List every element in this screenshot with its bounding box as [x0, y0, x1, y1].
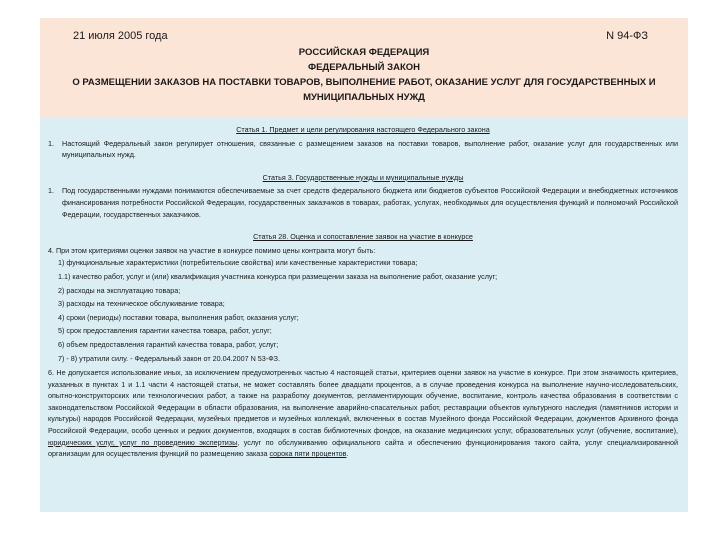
law-date: 21 июля 2005 года: [73, 30, 168, 42]
law-title: [40, 45, 688, 105]
criteria-item: 3) расходы на техническое обслуживание товара;: [58, 299, 225, 309]
criteria-item: 1) функциональные характеристики (потребительские свойства) или качественные характеристики товара;: [58, 258, 418, 268]
article-28-intro: 4. При этом критериями оценки заявок на участие в конкурсе помимо цены контракта могут быть:: [48, 245, 376, 255]
criteria-item: 5) срок предоставления гарантии качества товара, работ, услуг;: [58, 326, 272, 336]
title-line-type: ФЕДЕРАЛЬНЫЙ ЗАКОН: [307, 62, 420, 73]
criteria-item: 2) расходы на эксплуатацию товара;: [58, 285, 181, 295]
criteria-item: 1.1) качество работ, услуг и (или) квалификация участника конкурса при размещении заказа на выполнение работ, оказание услуг;: [58, 271, 498, 281]
criteria-item: 7) - 8) утратили силу. - Федеральный закон от 20.04.2007 N 53-ФЗ.: [58, 353, 280, 363]
part-6-text-2: , услуг по обслуживанию официального сайта и обеспечению функционирования такого сайта, услуг специализированной организации для осуществления функций по размещению заказа: [48, 437, 678, 459]
document-header: [40, 18, 688, 118]
slide: [40, 18, 688, 512]
part-6-link-percent[interactable]: сорока пяти процентов: [269, 449, 347, 459]
article-28-title: Статья 28. Оценка и сопоставление заявок на участие в конкурсе: [253, 232, 473, 242]
article-1-item: [48, 138, 678, 161]
article-3-item: [48, 185, 678, 220]
item-text: Настоящий Федеральный закон регулирует отношения, связанные с размещением заказов на поставки товаров, выполнение работ, оказание услуг для государственных или муниципальных нужд.: [62, 138, 678, 160]
criteria-item: 4) сроки (периоды) поставки товара, выполнения работ, оказания услуг;: [58, 312, 299, 322]
item-text: Под государственными нуждами понимаются обеспечиваемые за счет средств федерального бюджета или бюджетов субъектов Российской Федерации и внебюджетных источников финансирования потребности Российской Федерации, государственных заказчиков в товарах, работах, услугах, необходимых для осуществления функций и полномочий Российской Федерации, государственных заказчиков.: [62, 186, 678, 219]
article-1-title: Статья 1. Предмет и цели регулирования настоящего Федерального закона: [236, 125, 490, 134]
law-number: N 94-ФЗ: [606, 30, 648, 42]
part-6-text: 6. Не допускается использование иных, за исключением предусмотренных частью 4 настоящей статьи, критериев оценки заявок на участие в конкурсе. При этом значимость критериев, указанных в пунктах 1 и 1.1 части 4 настоящей статьи, не может составлять более двадцати процентов, а в случае проведения конкурса на выполнение научно-исследовательских, опытно-конструкторских или технологических работ, а также на разработку документов, регламентирующих обучение, воспитание, контроль качества образования в соответствии с законодательством Российской Федерации в области образования, на выполнение аварийно-спасательных работ, реставрации объектов культурного наследия (памятников истории и культуры) народов Российской Федерации, музейных предметов и музейных коллекций, включенных в состав Музейного фонда Российской Федерации, документов Архивного фонда Российской Федерации, особо ценных и редких документов, входящих в состав библиотечных фондов, на оказание медицинских услуг, образовательных услуг (обучение, воспитание),: [48, 368, 678, 436]
document-body: [48, 122, 678, 460]
part-6-end: .: [346, 449, 349, 459]
title-line-country: РОССИЙСКАЯ ФЕДЕРАЦИЯ: [298, 47, 430, 58]
item-number: 1.: [48, 186, 54, 196]
part-6-link-services[interactable]: юридических услуг, услуг по проведению экспертизы: [48, 437, 238, 447]
criteria-item: 6) объем предоставления гарантий качества товара, работ, услуг;: [58, 339, 279, 349]
article-28-part-6: [48, 367, 678, 460]
title-line-name: О РАЗМЕЩЕНИИ ЗАКАЗОВ НА ПОСТАВКИ ТОВАРОВ, ВЫПОЛНЕНИЕ РАБОТ, ОКАЗАНИЕ УСЛУГ ДЛЯ ГОСУДАРСТВЕННЫХ И МУНИЦИПАЛЬНЫХ НУЖД: [72, 77, 656, 103]
article-3-title: Статья 3. Государственные нужды и муниципальные нужды: [262, 172, 464, 182]
item-number: 1.: [48, 138, 54, 148]
